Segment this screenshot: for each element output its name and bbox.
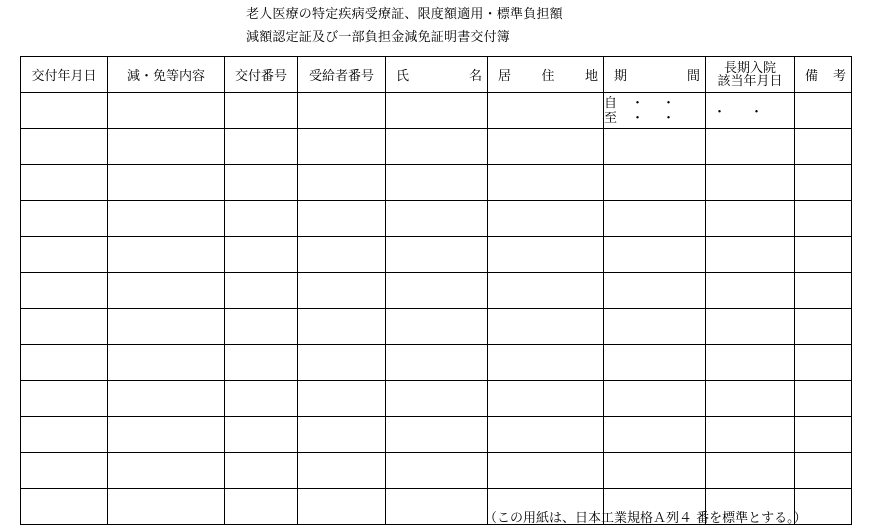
cell-address[interactable] bbox=[488, 273, 604, 309]
cell-address[interactable] bbox=[488, 165, 604, 201]
cell-issue-date[interactable] bbox=[21, 345, 108, 381]
cell-remarks[interactable] bbox=[795, 417, 852, 453]
header-address-char-3: 地 bbox=[584, 69, 598, 84]
period-to-label: 至 bbox=[604, 110, 618, 126]
cell-remarks[interactable] bbox=[795, 345, 852, 381]
cell-address[interactable] bbox=[488, 417, 604, 453]
cell-issue-number[interactable] bbox=[225, 129, 298, 165]
table-row bbox=[21, 129, 852, 165]
cell-issue-number[interactable] bbox=[225, 309, 298, 345]
cell-recipient-number[interactable] bbox=[298, 237, 386, 273]
cell-issue-number[interactable] bbox=[225, 201, 298, 237]
cell-reduction-content[interactable] bbox=[108, 165, 225, 201]
cell-long-stay-date[interactable] bbox=[706, 129, 795, 165]
form-title-line-1: 老人医療の特定疾病受療証、限度額適用・標準負担額 bbox=[246, 7, 563, 22]
cell-remarks[interactable] bbox=[795, 309, 852, 345]
cell-reduction-content[interactable] bbox=[108, 381, 225, 417]
cell-long-stay-date[interactable]: ・・ bbox=[706, 93, 795, 129]
cell-issue-number[interactable] bbox=[225, 165, 298, 201]
cell-issue-number[interactable] bbox=[225, 417, 298, 453]
cell-period[interactable] bbox=[604, 129, 706, 165]
cell-issue-date[interactable] bbox=[21, 129, 108, 165]
cell-remarks[interactable] bbox=[795, 381, 852, 417]
cell-name[interactable] bbox=[386, 93, 488, 129]
cell-issue-date[interactable] bbox=[21, 309, 108, 345]
cell-period[interactable] bbox=[604, 237, 706, 273]
cell-reduction-content[interactable] bbox=[108, 273, 225, 309]
header-remarks bbox=[795, 57, 852, 93]
cell-recipient-number[interactable] bbox=[298, 381, 386, 417]
cell-reduction-content[interactable] bbox=[108, 489, 225, 525]
cell-address[interactable] bbox=[488, 453, 604, 489]
cell-recipient-number[interactable] bbox=[298, 489, 386, 525]
cell-long-stay-date[interactable] bbox=[706, 273, 795, 309]
header-row bbox=[21, 57, 852, 93]
paper-size-footnote: （この用紙は、日本工業規格Ａ列４ 番を標準とする。） bbox=[484, 511, 807, 526]
cell-issue-number[interactable] bbox=[225, 345, 298, 381]
header-remarks-char-2: 考 bbox=[832, 69, 846, 84]
cell-long-stay-date[interactable] bbox=[706, 345, 795, 381]
cell-issue-date[interactable] bbox=[21, 453, 108, 489]
table-row-first bbox=[21, 93, 852, 129]
cell-name[interactable] bbox=[386, 309, 488, 345]
header-long-stay-date bbox=[706, 57, 795, 93]
cell-long-stay-date[interactable] bbox=[706, 309, 795, 345]
cell-address[interactable] bbox=[488, 309, 604, 345]
table-row bbox=[21, 273, 852, 309]
cell-issue-date[interactable] bbox=[21, 93, 108, 129]
header-long-stay-bottom: 該当年月日 bbox=[717, 73, 783, 89]
cell-issue-date[interactable] bbox=[21, 273, 108, 309]
header-name-char-2: 名 bbox=[468, 69, 482, 84]
cell-remarks[interactable] bbox=[795, 165, 852, 201]
cell-reduction-content[interactable] bbox=[108, 237, 225, 273]
cell-issue-number[interactable] bbox=[225, 237, 298, 273]
cell-period[interactable] bbox=[604, 201, 706, 237]
cell-issue-number[interactable] bbox=[225, 273, 298, 309]
cell-period[interactable] bbox=[604, 345, 706, 381]
cell-reduction-content[interactable] bbox=[108, 417, 225, 453]
header-long-stay-top: 長期入院 bbox=[723, 60, 776, 76]
cell-name[interactable] bbox=[386, 417, 488, 453]
period-from-line bbox=[604, 96, 705, 111]
table-row bbox=[21, 453, 852, 489]
cell-reduction-content[interactable] bbox=[108, 129, 225, 165]
cell-name[interactable] bbox=[386, 165, 488, 201]
cell-reduction-content[interactable] bbox=[108, 345, 225, 381]
header-name bbox=[386, 57, 488, 93]
cell-period[interactable] bbox=[604, 381, 706, 417]
cell-address[interactable] bbox=[488, 129, 604, 165]
header-issue-number: 交付番号 bbox=[225, 57, 298, 93]
cell-remarks[interactable] bbox=[795, 237, 852, 273]
cell-period[interactable] bbox=[604, 417, 706, 453]
header-name-char-1: 氏 bbox=[396, 69, 410, 84]
header-remarks-char-1: 備 bbox=[805, 69, 819, 84]
header-period-char-1: 期 bbox=[614, 69, 628, 84]
cell-name[interactable] bbox=[386, 273, 488, 309]
cell-issue-number[interactable] bbox=[225, 453, 298, 489]
period-to-dots: ・・ bbox=[631, 110, 694, 126]
cell-name[interactable] bbox=[386, 453, 488, 489]
cell-recipient-number[interactable] bbox=[298, 309, 386, 345]
cell-remarks[interactable] bbox=[795, 201, 852, 237]
cell-recipient-number[interactable] bbox=[298, 129, 386, 165]
cell-period[interactable] bbox=[604, 165, 706, 201]
cell-address[interactable] bbox=[488, 345, 604, 381]
table-row bbox=[21, 309, 852, 345]
cell-long-stay-date[interactable] bbox=[706, 201, 795, 237]
cell-issue-date[interactable] bbox=[21, 201, 108, 237]
cell-address[interactable] bbox=[488, 381, 604, 417]
cell-address[interactable] bbox=[488, 201, 604, 237]
table-row bbox=[21, 201, 852, 237]
cell-name[interactable] bbox=[386, 237, 488, 273]
cell-issue-date[interactable] bbox=[21, 417, 108, 453]
table-row bbox=[21, 417, 852, 453]
cell-reduction-content[interactable] bbox=[108, 309, 225, 345]
table-row bbox=[21, 237, 852, 273]
cell-recipient-number[interactable] bbox=[298, 417, 386, 453]
cell-reduction-content[interactable] bbox=[108, 93, 225, 129]
cell-reduction-content[interactable] bbox=[108, 201, 225, 237]
cell-recipient-number[interactable] bbox=[298, 453, 386, 489]
table-row bbox=[21, 165, 852, 201]
period-to-line bbox=[604, 111, 705, 126]
header-reduction-content: 減・免等内容 bbox=[108, 57, 225, 93]
cell-period[interactable] bbox=[604, 273, 706, 309]
table-row bbox=[21, 381, 852, 417]
header-period-char-2: 間 bbox=[686, 69, 700, 84]
header-period bbox=[604, 57, 706, 93]
header-issue-date: 交付年月日 bbox=[21, 57, 108, 93]
cell-issue-date[interactable] bbox=[21, 489, 108, 525]
period-from-label: 自 bbox=[604, 95, 618, 111]
cell-issue-number[interactable] bbox=[225, 93, 298, 129]
table-row bbox=[21, 345, 852, 381]
cell-name[interactable] bbox=[386, 129, 488, 165]
cell-recipient-number[interactable] bbox=[298, 165, 386, 201]
header-recipient-number: 受給者番号 bbox=[298, 57, 386, 93]
period-from-dots: ・・ bbox=[631, 95, 694, 111]
cell-period[interactable] bbox=[604, 93, 706, 129]
cell-name[interactable] bbox=[386, 381, 488, 417]
cell-long-stay-date[interactable] bbox=[706, 417, 795, 453]
issuance-register-table bbox=[20, 56, 852, 525]
cell-period[interactable] bbox=[604, 309, 706, 345]
cell-long-stay-date[interactable] bbox=[706, 381, 795, 417]
cell-address[interactable] bbox=[488, 93, 604, 129]
cell-long-stay-date[interactable] bbox=[706, 453, 795, 489]
cell-issue-number[interactable] bbox=[225, 489, 298, 525]
cell-period[interactable] bbox=[604, 453, 706, 489]
cell-address[interactable] bbox=[488, 237, 604, 273]
form-title-line-2: 減額認定証及び一部負担金減免証明書交付簿 bbox=[246, 30, 511, 45]
cell-issue-date[interactable] bbox=[21, 381, 108, 417]
cell-long-stay-date[interactable] bbox=[706, 165, 795, 201]
cell-recipient-number[interactable] bbox=[298, 345, 386, 381]
cell-long-stay-date[interactable] bbox=[706, 237, 795, 273]
cell-name[interactable] bbox=[386, 489, 488, 525]
header-address bbox=[488, 57, 604, 93]
cell-recipient-number[interactable] bbox=[298, 93, 386, 129]
cell-remarks[interactable] bbox=[795, 93, 852, 129]
cell-name[interactable] bbox=[386, 201, 488, 237]
cell-remarks[interactable] bbox=[795, 453, 852, 489]
cell-recipient-number[interactable] bbox=[298, 201, 386, 237]
cell-issue-number[interactable] bbox=[225, 381, 298, 417]
cell-reduction-content[interactable] bbox=[108, 453, 225, 489]
cell-issue-date[interactable] bbox=[21, 237, 108, 273]
cell-remarks[interactable] bbox=[795, 129, 852, 165]
cell-issue-date[interactable] bbox=[21, 165, 108, 201]
cell-name[interactable] bbox=[386, 345, 488, 381]
header-address-char-2: 住 bbox=[541, 69, 555, 84]
cell-remarks[interactable] bbox=[795, 273, 852, 309]
cell-recipient-number[interactable] bbox=[298, 273, 386, 309]
header-address-char-1: 居 bbox=[498, 69, 512, 84]
